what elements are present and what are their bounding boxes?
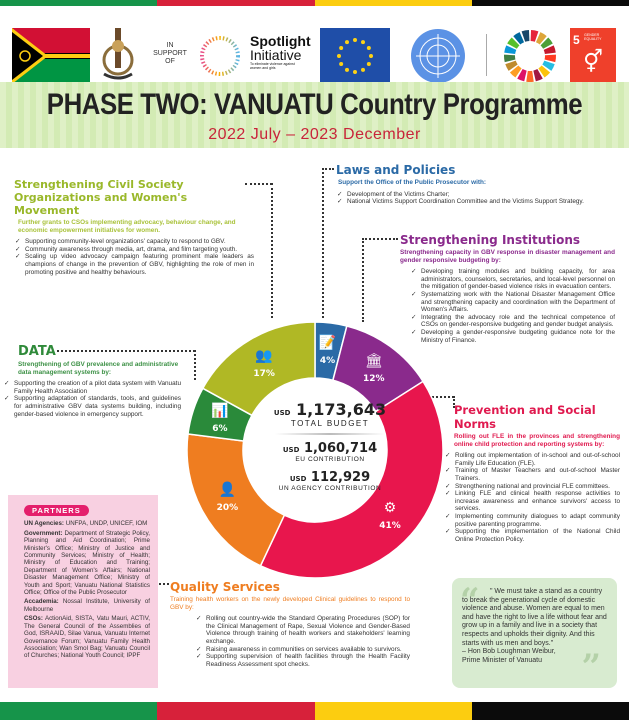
people-group-icon: 👥: [255, 346, 273, 363]
connector-laws: [322, 168, 334, 170]
bottom-color-stripe: [0, 702, 629, 720]
stripe-black: [472, 702, 629, 720]
list-item: ✓ Linking FLE and clinical health response activities to increase awareness and enhance survivors' access to services.: [444, 490, 620, 513]
connector-civil-v: [271, 183, 273, 318]
connector-inst-v: [362, 238, 364, 322]
top-color-stripe: [0, 0, 629, 6]
section-prevention-social-norms: [444, 403, 620, 543]
sdg-text: GENDER EQUALITY: [584, 33, 602, 41]
vanuatu-flag-icon: [12, 28, 90, 84]
eu-star: [353, 70, 357, 74]
list-item: ✓ Implementing community dialogues to adapt community positive parenting programme.: [444, 513, 620, 528]
sdg-number: 5: [573, 33, 580, 47]
stripe-black: [472, 0, 629, 6]
slice-percent-label: 4%: [319, 355, 336, 366]
slice-percent-label: 41%: [379, 521, 401, 532]
partner-text: Department of Strategic Policy, Planning and Aid Coordination; Prime Minister's Office; Ministry of Justice and Community Services; Ministry of Health; Ministry of Education and Training; Department of Women's Affairs; National Disaster Management Office; Ministry of Youth and Sport; Vanuatu National Statistics Office; Office of the Public Prosecutor: [24, 529, 150, 597]
sdg-wheel-segment: [526, 71, 534, 82]
partners-academia: [16, 598, 150, 613]
laws-lead: Support the Office of the Public Prosecutor with:: [338, 179, 487, 186]
data-chart-icon: 📊: [211, 402, 229, 419]
civil-list: [14, 238, 254, 276]
list-item: ✓ Supporting community-level organizations' capacity to respond to GBV.: [14, 238, 254, 246]
currency-label: USD: [282, 446, 300, 454]
data-title: DATA: [18, 344, 56, 359]
eu-contribution-amount: [255, 441, 405, 456]
eu-star: [337, 54, 341, 58]
partners-box: [8, 495, 158, 688]
inst-lead: Strengthening capacity in GBV response in disaster management and gender responsive budgeting by:: [400, 249, 615, 264]
section-quality-services: [160, 580, 410, 668]
quality-lead: Training health workers on the newly developed Clinical guidelines to respond to GBV by:: [170, 596, 410, 611]
eu-contribution-label: EU CONTRIBUTION: [295, 456, 365, 463]
support-line-2: SUPPORT: [153, 50, 187, 57]
quote-author: – Hon Bob Loughman Weibur,: [462, 648, 556, 656]
page-title: PHASE TWO: VANUATU Country Programme: [46, 88, 583, 121]
list-item: ✓ Raising awareness in communities on services available to survivors.: [195, 646, 410, 654]
stripe-red: [157, 702, 314, 720]
un-contribution-label: UN AGENCY CONTRIBUTION: [278, 485, 382, 492]
partner-logos: [0, 14, 629, 74]
partner-label: UN Agencies:: [24, 520, 64, 528]
un-emblem-icon: [408, 26, 468, 86]
list-item: ✓ Developing a gender-responsive budgeting guidance note for the Ministry of Finance.: [410, 329, 615, 344]
stripe-yellow: [315, 702, 472, 720]
spotlight-tagline: To eliminate violence against women and girls: [250, 62, 295, 70]
prev-lead: Rolling out FLE in the provinces and strengthening online child protection and reporting systems by:: [454, 433, 620, 448]
list-item: ✓ Supporting the creation of a pilot data system with Vanuatu Family Health Association: [3, 380, 181, 395]
list-item: ✓ Supporting the implementation of the National Child Online Protection Policy.: [444, 528, 620, 543]
sdg5-gender-equality-logo: [570, 28, 616, 84]
partner-label: Government:: [24, 529, 63, 537]
partner-text: Nossal Institute, University of Melbourne: [24, 598, 150, 613]
un-value: 112,929: [310, 470, 371, 485]
spotlight-name: Spotlight: [250, 33, 311, 49]
total-budget-label: TOTAL BUDGET: [290, 419, 370, 428]
laws-list: [336, 191, 616, 206]
currency-label: USD: [289, 475, 307, 483]
list-item: ✓ Integrating the advocacy role and the technical competence of CSOs on gender-responsive budgeting and gender budget analysis.: [410, 314, 615, 329]
vanuatu-coat-of-arms-icon: [100, 22, 136, 84]
eu-star: [345, 68, 349, 72]
title-banner: [0, 82, 629, 148]
partners-badge: PARTNERS: [24, 505, 89, 516]
data-lead: Strengthening of GBV prevalence and administrative data management systems by:: [18, 361, 179, 376]
connector-inst: [362, 238, 398, 240]
support-line-3: OF: [165, 58, 175, 65]
eu-star: [353, 38, 357, 42]
eu-star: [345, 40, 349, 44]
eu-star: [369, 54, 373, 58]
slice-percent-label: 17%: [253, 368, 275, 379]
hand-person-icon: 👤: [218, 481, 237, 498]
total-value: 1,173,643: [296, 400, 387, 419]
list-item: ✓ Strengthening national and provincial FLE committees.: [444, 483, 620, 491]
laws-title: Laws and Policies: [336, 163, 456, 177]
initiative-name: Initiative: [250, 47, 302, 63]
quality-list: [160, 615, 410, 668]
eu-star: [367, 62, 371, 66]
prev-title: Prevention and Social Norms: [454, 403, 596, 431]
slice-percent-label: 20%: [216, 503, 239, 514]
eu-star: [339, 62, 343, 66]
prev-list: [444, 452, 620, 543]
civil-lead: Further grants to CSOs implementing advocacy, behaviour change, and economic empowerment initiatives for women.: [18, 219, 236, 234]
stripe-red: [157, 0, 314, 6]
partner-label: CSOs:: [24, 615, 43, 623]
sdg-wheel-icon: [502, 28, 558, 84]
currency-label: USD: [273, 409, 291, 417]
eu-star: [367, 46, 371, 50]
quote-author-role: Prime Minister of Vanuatu: [462, 656, 543, 664]
budget-summary: [255, 400, 405, 492]
partner-label: Accademia:: [24, 598, 59, 606]
section-laws-policies: [336, 163, 616, 206]
support-line-1: IN: [166, 42, 174, 49]
close-quote-icon: ”: [581, 647, 601, 687]
quality-title: Quality Services: [170, 580, 280, 594]
open-quote-icon: “: [460, 581, 480, 621]
list-item: ✓ Training of Master Teachers and out-of-school Master Trainers.: [444, 467, 620, 482]
list-item: ✓ Scaling up video advocacy campaign featuring prominent male leaders as champions of change in the prevention of GBV, highlighting the role of men in promoting positive and healthy behaviours.: [14, 253, 254, 276]
partners-government: [16, 530, 150, 597]
pm-quote-box: [452, 578, 617, 688]
stripe-green: [0, 0, 157, 6]
list-item: ✓ Systematizing work with the National Disaster Management Office and strengthening capacity and coordination with the Department of Women's Affairs.: [410, 291, 615, 314]
slice-percent-label: 6%: [212, 424, 228, 435]
stripe-green: [0, 702, 157, 720]
list-item: ✓ National Victims Support Coordination Committee and the Victims Support Strategy.: [336, 198, 616, 206]
partners-csos: [16, 615, 150, 659]
document-gavel-icon: 📝: [318, 333, 337, 350]
eu-flag-icon: [320, 28, 390, 84]
connector-laws-v: [322, 168, 324, 318]
list-item: ✓ Supporting adaptation of standards, tools, and guidelines for administrative GBV data systems building, including gender-based violence in emergency support.: [3, 395, 181, 418]
divider: [275, 433, 385, 435]
section-civil-society: [14, 178, 254, 276]
sdg-wheel-segment: [504, 55, 515, 62]
eu-value: 1,060,714: [303, 441, 378, 456]
spotlight-ring-icon: [198, 28, 242, 84]
stripe-yellow: [315, 0, 472, 6]
total-budget-amount: [255, 400, 405, 419]
list-item: ✓ Development of the Victims Charter;: [336, 191, 616, 199]
partner-text: UNFPA, UNDP, UNICEF, IOM: [64, 520, 148, 528]
list-item: ✓ Rolling out implementation of in-school and out-of-school Family Life Education (FLE).: [444, 452, 620, 467]
list-item: ✓ Developing training modules and building capacity, for area administrators, counselors, secretaries, and local-level personnel on the mitigation of gender-based violence risks in evacuation centers.: [410, 268, 615, 291]
logo-divider: [486, 34, 487, 76]
data-list: [3, 380, 181, 418]
sdg-wheel-segment: [545, 55, 556, 62]
list-item: ✓ Rolling out country-wide the Standard Operating Procedures (SOP) for the Clinical Management of Rape, Sexual Violence and Gender-Based Violence through training of health workers and stakeholders' learning exchange.: [195, 615, 410, 645]
hand-gear-icon: ⚙: [383, 499, 397, 516]
un-contribution-amount: [255, 470, 405, 485]
partners-un: [16, 520, 150, 527]
programme-period: 2022 July – 2023 December: [208, 126, 421, 143]
inst-title: Strengthening Institutions: [400, 233, 581, 247]
building-icon: 🏛: [364, 352, 383, 369]
eu-star: [361, 68, 365, 72]
list-item: ✓ Community awareness through media, art, drama, and film targeting youth.: [14, 246, 254, 254]
section-data: [3, 344, 181, 418]
list-item: ✓ Supporting supervision of health facilities through the Health Facility Readiness Assessment spot checks.: [195, 653, 410, 668]
quote-text: " We must take a stand as a country to break the generational cycle of domestic violence and abuse. Women are equal to men and have the right to live a life without fear and grow up in a family and live in a society that respects and upholds their dignity. And this starts with us men and boys.": [462, 588, 607, 647]
partner-text: ActionAid, SISTA, Vatu Mauri, ACTIV, The General Council of the Assemblies of God, ISRAAID, Silae Vanua, Vanuatu Internet Governance Forum; Vanuatu Family Health Association; Wan Smol Bag; Vanuatu Council of Churches; National Youth Council; IPPF: [24, 615, 150, 660]
in-support-of-text: [150, 42, 190, 66]
civil-title: Strengthening Civil Society Organizations and Women's Movement: [14, 178, 188, 217]
spotlight-initiative-logo: [250, 34, 311, 70]
eu-star: [339, 46, 343, 50]
eu-star: [361, 40, 365, 44]
slice-percent-label: 12%: [363, 374, 385, 385]
gender-symbol-icon: ⚥: [583, 49, 603, 74]
